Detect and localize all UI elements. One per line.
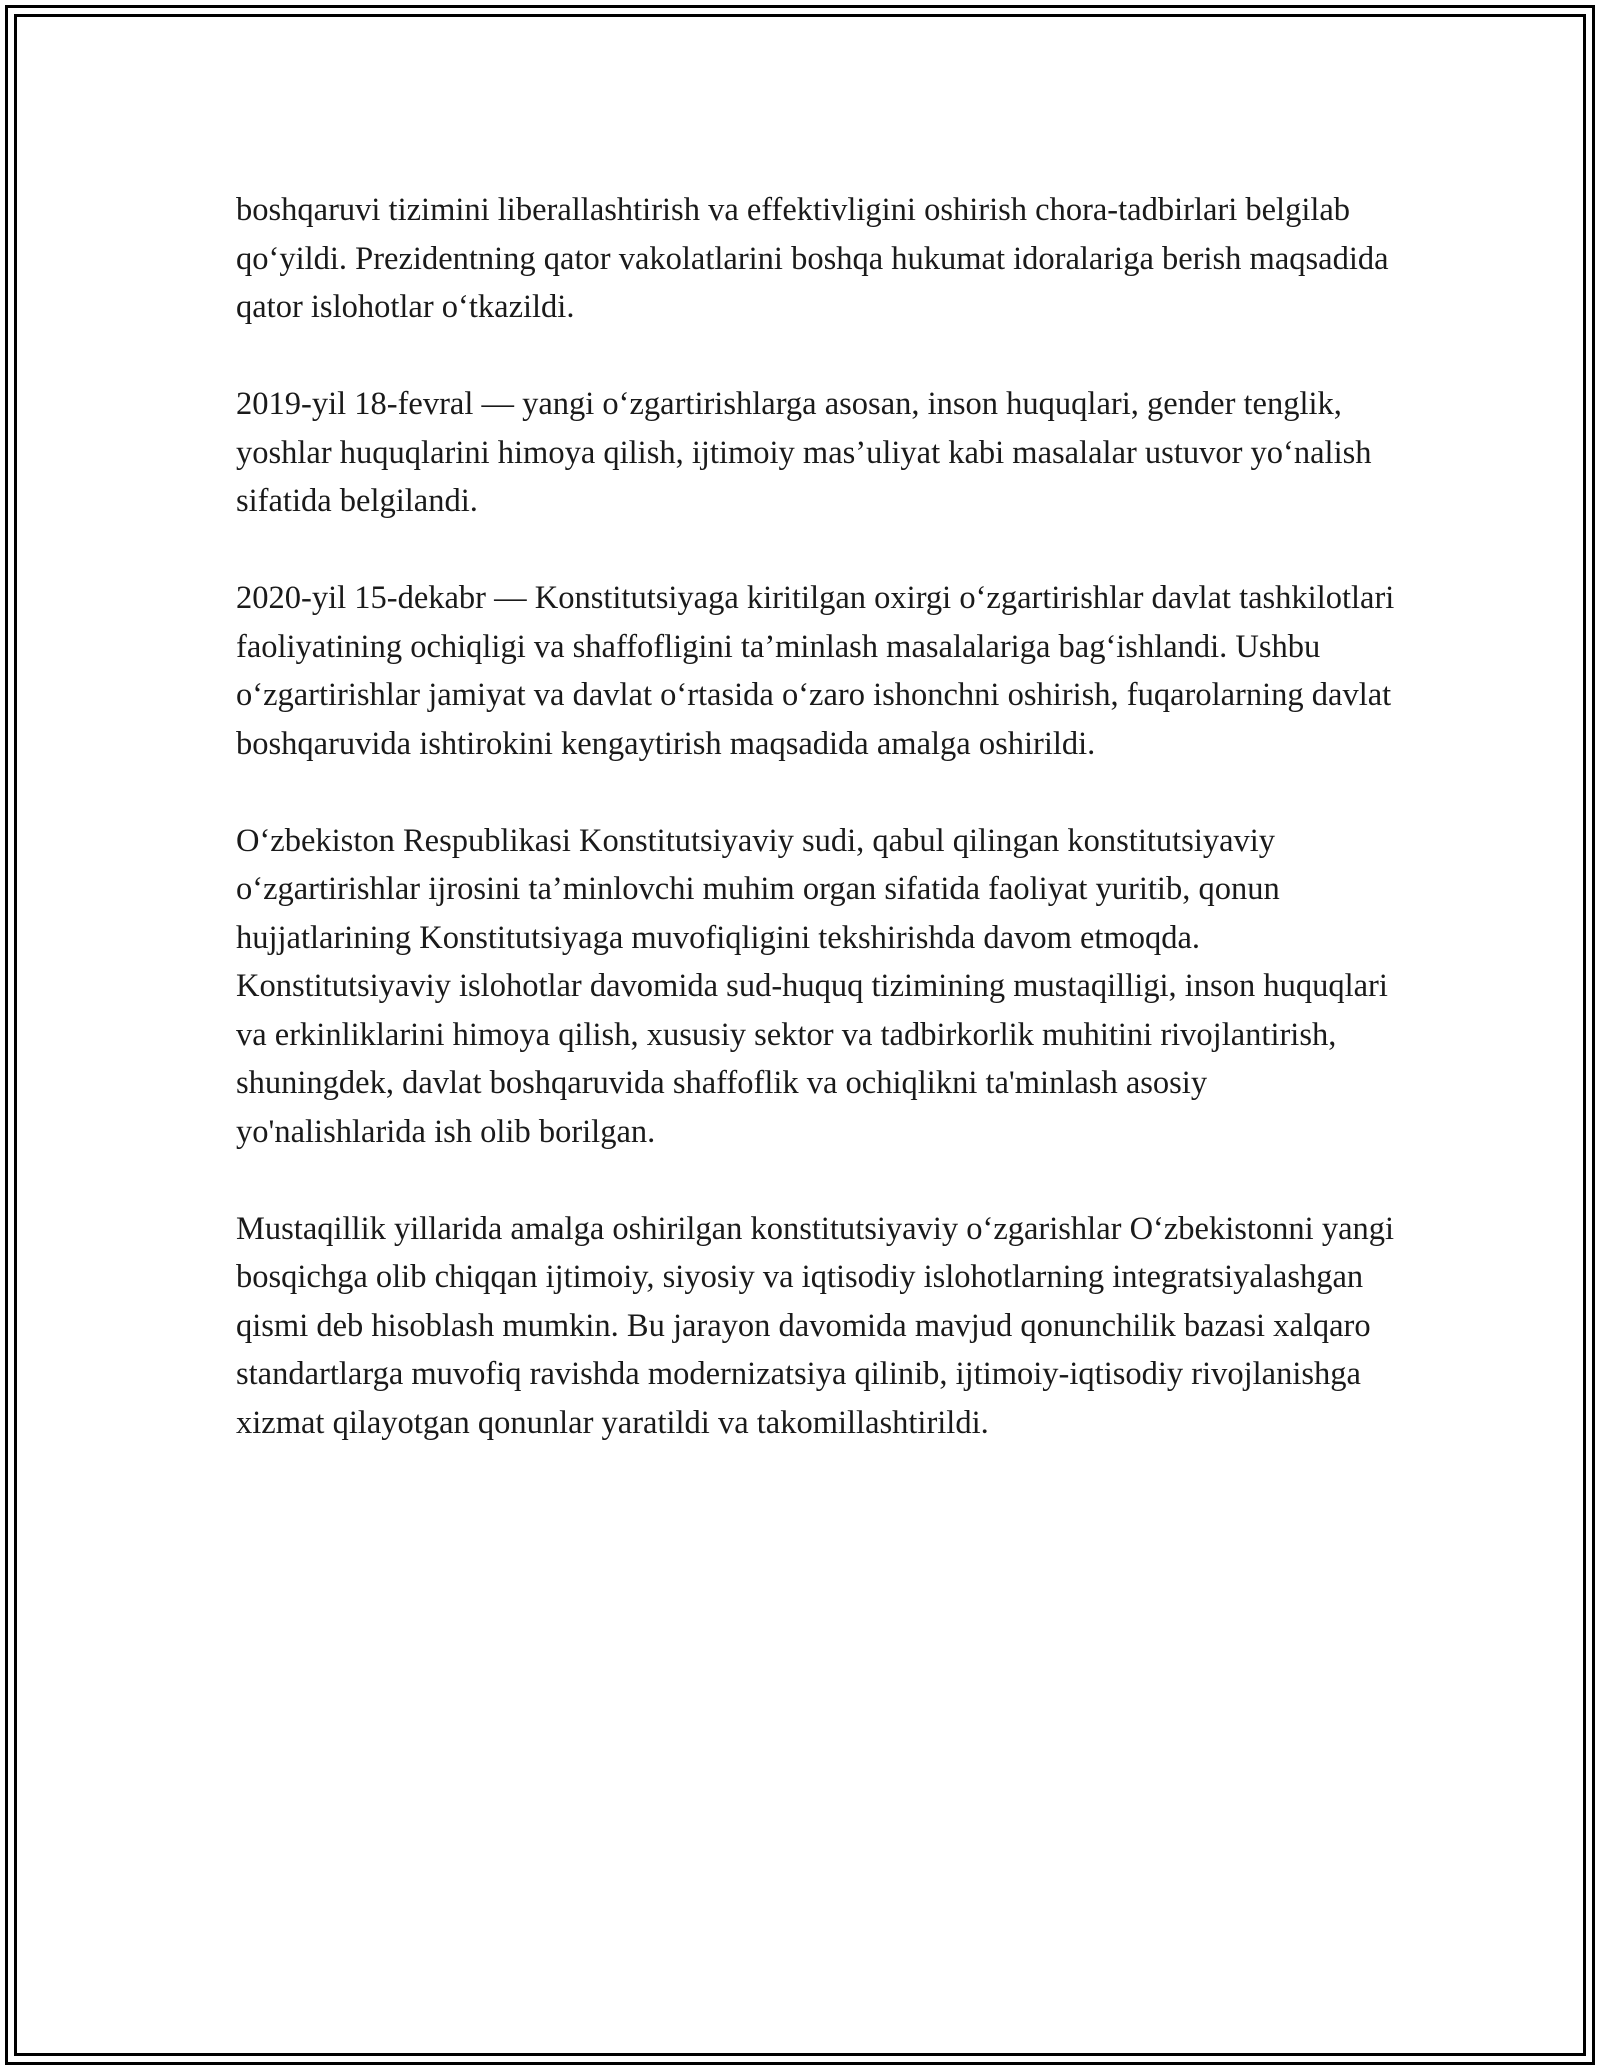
document-body	[236, 186, 1396, 1496]
paragraph-2020-amendments: 2020-yil 15-dekabr — Konstitutsiyaga kiritilgan oxirgi o‘zgartirishlar davlat tashkilotlari faoliyatining ochiqligi va shaffofligini ta’minlash masalalariga bag‘ishlandi. Ushbu o‘zgartirishlar jamiyat va davlat o‘rtasida o‘zaro ishonchni oshirish, fuqarolarning davlat boshqaruvida ishtirokini kengaytirish maqsadida amalga oshirildi.	[236, 580, 1395, 762]
paragraph-independence-years: Mustaqillik yillarida amalga oshirilgan konstitutsiyaviy o‘zgarishlar O‘zbekistonni yangi bosqichga olib chiqqan ijtimoiy, siyosiy va iqtisodiy islohotlarning integratsiyalashgan qismi deb hisoblash mumkin. Bu jarayon davomida mavjud qonunchilik bazasi xalqaro standartlarga muvofiq ravishda modernizatsiya qilinib, ijtimoiy-iqtisodiy rivojlanishga xizmat qilayotgan qonunlar yaratildi va takomillashtirildi.	[236, 1210, 1395, 1441]
paragraph-reform-liberalization: boshqaruvi tizimini liberallashtirish va effektivligini oshirish chora-tadbirlari belgilab qo‘yildi. Prezidentning qator vakolatlarini boshqa hukumat idoralariga berish maqsadida qator islohotlar o‘tkazildi.	[236, 192, 1389, 325]
paragraph-constitutional-court: O‘zbekiston Respublikasi Konstitutsiyaviy sudi, qabul qilingan konstitutsiyaviy o‘zgartirishlar ijrosini ta’minlovchi muhim organ sifatida faoliyat yuritib, qonun hujjatlarining Konstitutsiyaga muvofiqligini tekshirishda davom etmoqda. Konstitutsiyaviy islohotlar davomida sud-huquq tizimining mustaqilligi, inson huquqlari va erkinliklarini himoya qilish, xususiy sektor va tadbirkorlik muhitini rivojlantirish, shuningdek, davlat boshqaruvida shaffoflik va ochiqlikni ta'minlash asosiy yo'nalishlarida ish olib borilgan.	[236, 822, 1388, 1150]
paragraph-2019-amendments: 2019-yil 18-fevral — yangi o‘zgartirishlarga asosan, inson huquqlari, gender tenglik, yoshlar huquqlarini himoya qilish, ijtimoiy mas’uliyat kabi masalalar ustuvor yo‘nalish sifatida belgilandi.	[236, 386, 1372, 519]
